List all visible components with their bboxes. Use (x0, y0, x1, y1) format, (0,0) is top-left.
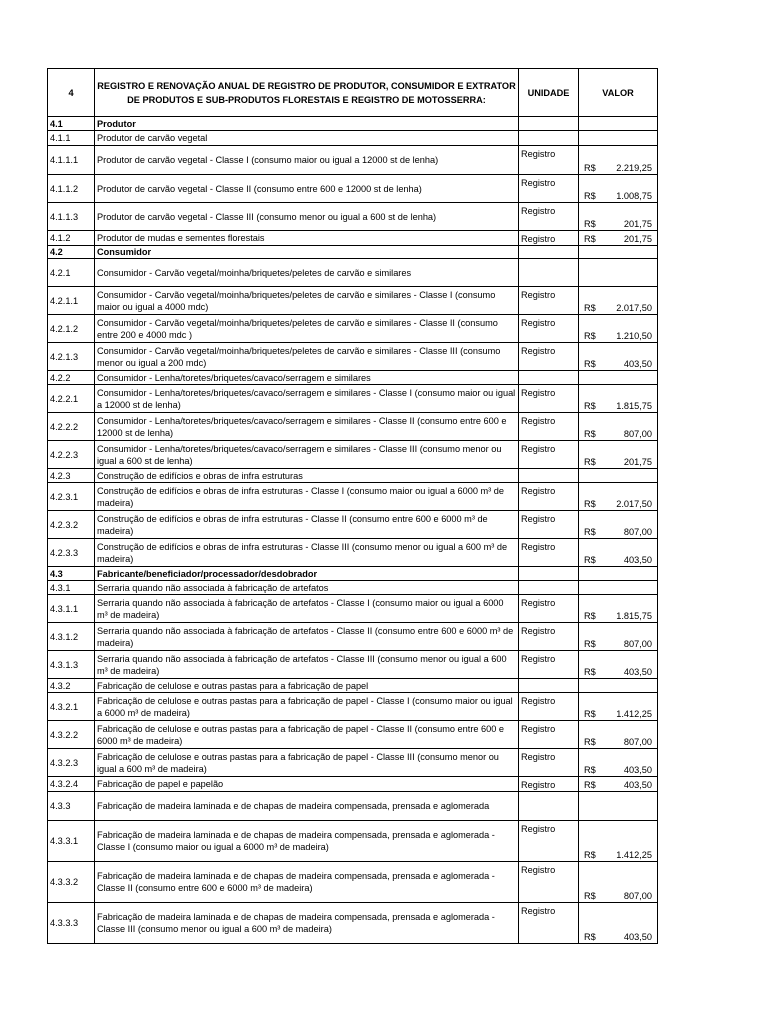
table-row (48, 721, 658, 749)
row-code: 4.2.1.1 (48, 287, 95, 315)
amount: 1.008,75 (616, 191, 652, 201)
row-code: 4.2.3 (48, 469, 95, 483)
row-unit (519, 581, 579, 595)
fee-table (47, 68, 658, 944)
row-description: Serraria quando não associada à fabricação de artefatos - Classe I (consumo maior ou igual a 6000 m³ de madeira) (95, 595, 519, 623)
amount: 807,00 (623, 429, 652, 439)
row-code: 4.2.1 (48, 259, 95, 287)
table-row (48, 749, 658, 777)
table-row (48, 595, 658, 623)
row-value (579, 246, 658, 259)
row-unit: Registro (519, 749, 579, 777)
table-row (48, 483, 658, 511)
row-description: Construção de edifícios e obras de infra estruturas - Classe II (consumo entre 600 e 6000 m³ de madeira) (95, 511, 519, 539)
row-unit (519, 469, 579, 483)
row-value (579, 259, 658, 287)
row-code: 4.2.2.1 (48, 385, 95, 413)
row-unit: Registro (519, 721, 579, 749)
header-unit: UNIDADE (519, 69, 579, 117)
amount: 1.412,25 (616, 709, 652, 719)
row-value (579, 385, 658, 413)
currency-symbol: R$ (584, 429, 596, 439)
row-description: Serraria quando não associada à fabricação de artefatos (95, 581, 519, 595)
row-code: 4.2 (48, 246, 95, 259)
amount: 2.017,50 (616, 303, 652, 313)
section-row (48, 117, 658, 131)
currency-symbol: R$ (584, 234, 596, 244)
row-code: 4.3.2.4 (48, 777, 95, 792)
row-description: Fabricação de madeira laminada e de chapas de madeira compensada, prensada e aglomerada - Classe I (consumo maior ou igual a 6000 m³ de madeira) (95, 821, 519, 862)
row-unit (519, 246, 579, 259)
currency-symbol: R$ (584, 331, 596, 341)
row-unit: Registro (519, 146, 579, 175)
header-title: REGISTRO E RENOVAÇÃO ANUAL DE REGISTRO DE PRODUTOR, CONSUMIDOR E EXTRATOR DE PRODUTOS E SUB-PRODUTOS FLORESTAIS E REGISTRO DE MOTOSSERRA: (95, 69, 519, 117)
row-unit: Registro (519, 203, 579, 231)
row-value (579, 567, 658, 581)
table-row (48, 146, 658, 175)
row-code: 4.3 (48, 567, 95, 581)
amount: 403,50 (623, 359, 652, 369)
row-description: Fabricação de celulose e outras pastas para a fabricação de papel - Classe III (consumo menor ou igual a 600 m³ de madeira) (95, 749, 519, 777)
currency-symbol: R$ (584, 709, 596, 719)
row-unit: Registro (519, 821, 579, 862)
row-code: 4.2.3.2 (48, 511, 95, 539)
row-code: 4.3.1 (48, 581, 95, 595)
row-description: Produtor de mudas e sementes florestais (95, 231, 519, 246)
header-row (48, 69, 658, 117)
amount: 403,50 (623, 667, 652, 677)
row-unit: Registro (519, 287, 579, 315)
table-row (48, 259, 658, 287)
row-description: Consumidor - Lenha/toretes/briquetes/cavaco/serragem e similares - Classe III (consumo menor ou igual a 600 st de lenha) (95, 441, 519, 469)
amount: 807,00 (623, 891, 652, 901)
row-code: 4.2.1.2 (48, 315, 95, 343)
table-row (48, 385, 658, 413)
row-code: 4.3.3.3 (48, 903, 95, 944)
currency-symbol: R$ (584, 667, 596, 677)
currency-symbol: R$ (584, 780, 596, 790)
row-code: 4.1.1.3 (48, 203, 95, 231)
row-value (579, 371, 658, 385)
row-code: 4.3.2.2 (48, 721, 95, 749)
row-value (579, 821, 658, 862)
amount: 1.815,75 (616, 401, 652, 411)
row-code: 4.3.3.2 (48, 862, 95, 903)
row-code: 4.2.3.3 (48, 539, 95, 567)
row-description: Construção de edifícios e obras de infra estruturas - Classe III (consumo menor ou igual a 600 m³ de madeira) (95, 539, 519, 567)
currency-symbol: R$ (584, 359, 596, 369)
currency-symbol: R$ (584, 191, 596, 201)
amount: 403,50 (623, 765, 652, 775)
amount: 201,75 (623, 219, 652, 229)
row-code: 4.3.2.3 (48, 749, 95, 777)
row-value (579, 511, 658, 539)
table-row (48, 862, 658, 903)
row-code: 4.1 (48, 117, 95, 131)
table-row (48, 693, 658, 721)
row-code: 4.1.1 (48, 131, 95, 146)
table-row (48, 315, 658, 343)
table-row (48, 777, 658, 792)
table-row (48, 511, 658, 539)
row-value (579, 231, 658, 246)
table-row (48, 679, 658, 693)
table-row (48, 371, 658, 385)
amount: 1.210,50 (616, 331, 652, 341)
row-description: Consumidor - Lenha/toretes/briquetes/cavaco/serragem e similares - Classe II (consumo entre 600 e 12000 st de lenha) (95, 413, 519, 441)
row-value (579, 651, 658, 679)
row-description: Produtor de carvão vegetal - Classe II (consumo entre 600 e 12000 st de lenha) (95, 175, 519, 203)
table-row (48, 469, 658, 483)
table-row (48, 413, 658, 441)
row-value (579, 792, 658, 821)
row-value (579, 175, 658, 203)
currency-symbol: R$ (584, 527, 596, 537)
amount: 403,50 (623, 555, 652, 565)
row-code: 4.3.1.1 (48, 595, 95, 623)
amount: 201,75 (623, 457, 652, 467)
row-unit: Registro (519, 693, 579, 721)
row-unit (519, 371, 579, 385)
currency-symbol: R$ (584, 932, 596, 942)
currency-symbol: R$ (584, 163, 596, 173)
row-code: 4.1.1.1 (48, 146, 95, 175)
row-unit: Registro (519, 441, 579, 469)
row-code: 4.2.2 (48, 371, 95, 385)
table-row (48, 441, 658, 469)
row-value (579, 693, 658, 721)
table-row (48, 821, 658, 862)
table-row (48, 131, 658, 146)
row-value (579, 287, 658, 315)
row-value (579, 539, 658, 567)
row-description: Fabricação de celulose e outras pastas para a fabricação de papel - Classe I (consumo maior ou igual a 6000 m³ de madeira) (95, 693, 519, 721)
row-unit: Registro (519, 539, 579, 567)
row-unit: Registro (519, 385, 579, 413)
table-row (48, 903, 658, 944)
row-unit: Registro (519, 413, 579, 441)
row-description: Serraria quando não associada à fabricação de artefatos - Classe II (consumo entre 600 e 6000 m³ de madeira) (95, 623, 519, 651)
row-value (579, 862, 658, 903)
currency-symbol: R$ (584, 303, 596, 313)
row-unit (519, 792, 579, 821)
row-value (579, 469, 658, 483)
header-value: VALOR (579, 69, 658, 117)
currency-symbol: R$ (584, 639, 596, 649)
table-row (48, 231, 658, 246)
row-value (579, 777, 658, 792)
table-row (48, 651, 658, 679)
row-code: 4.3.2 (48, 679, 95, 693)
currency-symbol: R$ (584, 737, 596, 747)
table-row (48, 623, 658, 651)
row-value (579, 483, 658, 511)
row-unit: Registro (519, 483, 579, 511)
amount: 807,00 (623, 737, 652, 747)
row-value (579, 721, 658, 749)
row-unit: Registro (519, 511, 579, 539)
row-unit: Registro (519, 623, 579, 651)
currency-symbol: R$ (584, 891, 596, 901)
row-unit (519, 117, 579, 131)
section-row (48, 246, 658, 259)
row-unit (519, 567, 579, 581)
row-description: Fabricação de celulose e outras pastas para a fabricação de papel (95, 679, 519, 693)
row-description: Consumidor - Carvão vegetal/moinha/briquetes/peletes de carvão e similares - Classe III (consumo menor ou igual a 200 mdc) (95, 343, 519, 371)
table-row (48, 539, 658, 567)
table-row (48, 175, 658, 203)
row-unit: Registro (519, 862, 579, 903)
row-unit: Registro (519, 903, 579, 944)
amount: 1.815,75 (616, 611, 652, 621)
currency-symbol: R$ (584, 555, 596, 565)
row-description: Construção de edifícios e obras de infra estruturas - Classe I (consumo maior ou igual a 6000 m³ de madeira) (95, 483, 519, 511)
row-value (579, 315, 658, 343)
row-description: Serraria quando não associada à fabricação de artefatos - Classe III (consumo menor ou igual a 600 m³ de madeira) (95, 651, 519, 679)
row-code: 4.1.2 (48, 231, 95, 246)
table-row (48, 581, 658, 595)
row-value (579, 117, 658, 131)
row-code: 4.3.1.3 (48, 651, 95, 679)
row-value (579, 413, 658, 441)
row-value (579, 441, 658, 469)
amount: 403,50 (623, 932, 652, 942)
row-value (579, 131, 658, 146)
row-value (579, 203, 658, 231)
row-unit (519, 679, 579, 693)
row-description: Fabricação de papel e papelão (95, 777, 519, 792)
row-unit: Registro (519, 175, 579, 203)
row-description: Fabricação de madeira laminada e de chapas de madeira compensada, prensada e aglomerada (95, 792, 519, 821)
row-code: 4.2.2.2 (48, 413, 95, 441)
row-code: 4.1.1.2 (48, 175, 95, 203)
row-code: 4.2.2.3 (48, 441, 95, 469)
currency-symbol: R$ (584, 401, 596, 411)
row-description: Consumidor - Lenha/toretes/briquetes/cavaco/serragem e similares - Classe I (consumo maior ou igual a 12000 st de lenha) (95, 385, 519, 413)
row-description: Produtor (95, 117, 519, 131)
amount: 403,50 (623, 780, 652, 790)
currency-symbol: R$ (584, 850, 596, 860)
row-unit: Registro (519, 777, 579, 792)
row-description: Produtor de carvão vegetal - Classe III (consumo menor ou igual a 600 st de lenha) (95, 203, 519, 231)
row-description: Fabricação de madeira laminada e de chapas de madeira compensada, prensada e aglomerada - Classe II (consumo entre 600 e 6000 m³ de madeira) (95, 862, 519, 903)
row-value (579, 343, 658, 371)
row-code: 4.2.1.3 (48, 343, 95, 371)
amount: 201,75 (623, 234, 652, 244)
currency-symbol: R$ (584, 219, 596, 229)
table-row (48, 287, 658, 315)
currency-symbol: R$ (584, 611, 596, 621)
row-unit: Registro (519, 595, 579, 623)
currency-symbol: R$ (584, 457, 596, 467)
amount: 2.017,50 (616, 499, 652, 509)
row-description: Fabricação de celulose e outras pastas para a fabricação de papel - Classe II (consumo entre 600 e 6000 m³ de madeira) (95, 721, 519, 749)
header-code: 4 (48, 69, 95, 117)
row-description: Produtor de carvão vegetal (95, 131, 519, 146)
table-row (48, 343, 658, 371)
table-row (48, 792, 658, 821)
row-unit: Registro (519, 651, 579, 679)
row-description: Consumidor - Lenha/toretes/briquetes/cavaco/serragem e similares (95, 371, 519, 385)
row-code: 4.3.2.1 (48, 693, 95, 721)
row-value (579, 903, 658, 944)
row-description: Fabricação de madeira laminada e de chapas de madeira compensada, prensada e aglomerada - Classe III (consumo menor ou igual a 600 m³ de madeira) (95, 903, 519, 944)
amount: 807,00 (623, 527, 652, 537)
row-unit: Registro (519, 231, 579, 246)
row-unit (519, 259, 579, 287)
amount: 807,00 (623, 639, 652, 649)
row-description: Fabricante/beneficiador/processador/desdobrador (95, 567, 519, 581)
amount: 1.412,25 (616, 850, 652, 860)
row-value (579, 623, 658, 651)
row-code: 4.3.1.2 (48, 623, 95, 651)
row-value (579, 581, 658, 595)
currency-symbol: R$ (584, 499, 596, 509)
row-description: Consumidor (95, 246, 519, 259)
row-code: 4.2.3.1 (48, 483, 95, 511)
row-description: Consumidor - Carvão vegetal/moinha/briquetes/peletes de carvão e similares (95, 259, 519, 287)
currency-symbol: R$ (584, 765, 596, 775)
row-value (579, 146, 658, 175)
row-description: Consumidor - Carvão vegetal/moinha/briquetes/peletes de carvão e similares - Classe I (consumo maior ou igual a 4000 mdc) (95, 287, 519, 315)
row-description: Construção de edifícios e obras de infra estruturas (95, 469, 519, 483)
row-description: Produtor de carvão vegetal - Classe I (consumo maior ou igual a 12000 st de lenha) (95, 146, 519, 175)
amount: 2.219,25 (616, 163, 652, 173)
row-value (579, 679, 658, 693)
row-code: 4.3.3.1 (48, 821, 95, 862)
row-value (579, 749, 658, 777)
row-unit: Registro (519, 343, 579, 371)
row-description: Consumidor - Carvão vegetal/moinha/briquetes/peletes de carvão e similares - Classe II (consumo entre 200 e 4000 mdc ) (95, 315, 519, 343)
section-row (48, 567, 658, 581)
row-unit (519, 131, 579, 146)
row-code: 4.3.3 (48, 792, 95, 821)
row-value (579, 595, 658, 623)
table-row (48, 203, 658, 231)
row-unit: Registro (519, 315, 579, 343)
